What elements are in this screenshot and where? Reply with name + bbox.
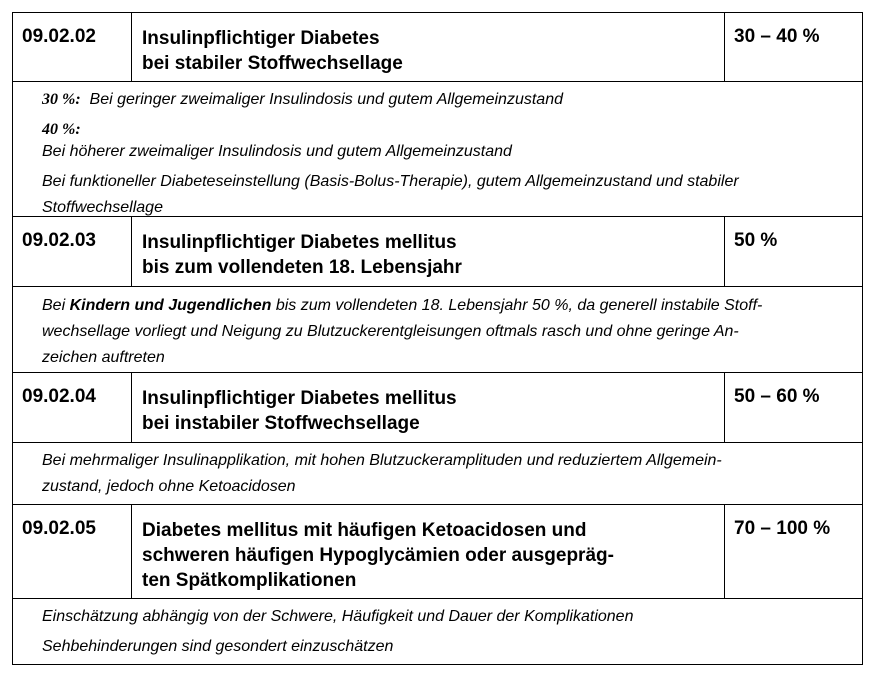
desc-line: Sehbehinderungen sind gesondert einzuschätzen	[42, 638, 394, 655]
entry-rate: 30 – 40 %	[734, 26, 820, 47]
entry-title-line: bis zum vollendeten 18. Lebensjahr	[142, 257, 462, 278]
entry-title-line: bei instabiler Stoffwechsellage	[142, 413, 420, 434]
desc-line: zustand, jedoch ohne Ketoacidosen	[42, 478, 296, 495]
desc-text: bis zum vollendeten 18. Lebensjahr 50 %, da generell instabile Stoff-	[275, 297, 763, 314]
desc-line: zeichen auftreten	[42, 349, 165, 366]
entry-rate: 50 – 60 %	[734, 386, 820, 407]
entry-description-09-02-04	[12, 443, 863, 505]
entry-code: 09.02.03	[13, 217, 132, 286]
entry-title-line: Insulinpflichtiger Diabetes mellitus	[142, 388, 457, 409]
entry-title-line: ten Spätkomplikationen	[142, 570, 357, 591]
entry-header-09-02-03	[12, 217, 863, 287]
entry-description-09-02-05	[12, 599, 863, 665]
classification-table	[12, 12, 863, 665]
desc-emphasis: Kindern und Jugendlichen	[69, 297, 272, 314]
entry-title-line: Diabetes mellitus mit häufigen Ketoacidosen und	[142, 520, 587, 541]
percent-label: 40 %:	[42, 121, 81, 138]
entry-title	[132, 13, 725, 81]
desc-line: Einschätzung abhängig von der Schwere, Häufigkeit und Dauer der Komplikationen	[42, 608, 634, 625]
entry-rate: 50 %	[734, 230, 778, 251]
entry-title-line: schweren häufigen Hypoglycämien oder ausgepräg-	[142, 545, 614, 566]
desc-text: Bei	[42, 297, 66, 314]
desc-line: Bei mehrmaliger Insulinapplikation, mit hohen Blutzuckeramplituden und reduziertem Allgemein-	[42, 452, 722, 469]
desc-line: Bei funktioneller Diabeteseinstellung (Basis-Bolus-Therapie), gutem Allgemeinzustand und stabiler	[42, 173, 739, 190]
desc-line: Stoffwechsellage	[42, 199, 163, 216]
entry-code: 09.02.05	[13, 505, 132, 598]
desc-line	[42, 293, 852, 319]
entry-header-09-02-02	[12, 12, 863, 82]
entry-title	[132, 217, 725, 286]
desc-line: Bei höherer zweimaliger Insulindosis und gutem Allgemeinzustand	[42, 143, 512, 160]
entry-header-09-02-05	[12, 505, 863, 599]
entry-title-line: Insulinpflichtiger Diabetes mellitus	[142, 232, 457, 253]
entry-description-09-02-02	[12, 82, 863, 217]
percent-label: 30 %:	[42, 91, 81, 108]
entry-code: 09.02.02	[13, 13, 132, 81]
entry-title-line: bei stabiler Stoffwechsellage	[142, 53, 403, 74]
entry-header-09-02-04	[12, 373, 863, 443]
desc-line: wechsellage vorliegt und Neigung zu Blutzuckerentgleisungen oftmals rasch und ohne geringe An-	[42, 323, 739, 340]
entry-title	[132, 505, 725, 598]
desc-text: Bei geringer zweimaliger Insulindosis und gutem Allgemeinzustand	[89, 91, 563, 108]
entry-title	[132, 373, 725, 442]
entry-description-09-02-03	[12, 287, 863, 373]
entry-title-line: Insulinpflichtiger Diabetes	[142, 28, 380, 49]
entry-code: 09.02.04	[13, 373, 132, 442]
desc-line	[42, 87, 852, 113]
entry-rate: 70 – 100 %	[734, 518, 831, 539]
